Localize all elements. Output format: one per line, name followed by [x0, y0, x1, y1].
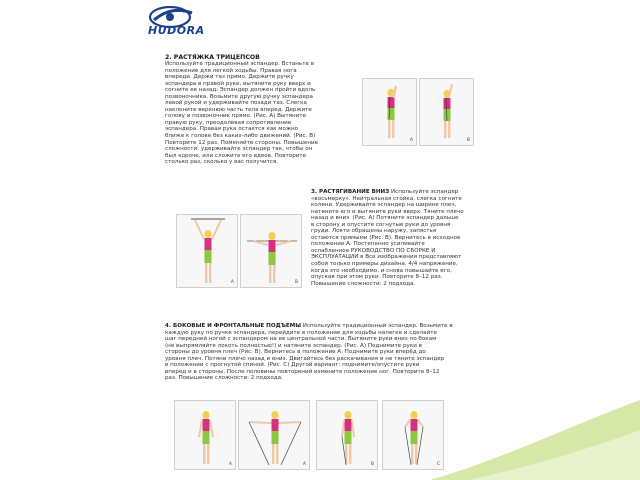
figure-label: A	[230, 280, 234, 285]
text-line: наклоните верхнюю часть тела вперед. Держите	[165, 106, 312, 113]
text-line: эспандера. Правая рука остается как можно	[165, 126, 299, 133]
figure-label: C	[436, 462, 440, 467]
text-line: левой рукой и удерживайте позади таз. Слегка	[165, 100, 307, 107]
exercise-photo	[176, 214, 238, 288]
text-line: опуская при этом руки. Повторите 8–12 раз.	[311, 274, 443, 281]
text-run: Используйте традиционный эспандер. Возьмите в	[301, 323, 453, 329]
figure-label: B	[370, 462, 374, 467]
figure-label: B	[466, 138, 470, 143]
text-line: (не выпрямляйте локоть полностью!) и натяните эспандер. (Рис. А) Поднимите руки в	[165, 342, 422, 349]
text-line: ЭКСПЛУАТАЦИИ в Все изображения представляют	[311, 254, 462, 261]
text-line	[165, 323, 495, 330]
section-body	[165, 61, 357, 166]
text-line: Используйте традиционный эспандер. Встаньте в	[165, 61, 314, 67]
text-line: положение для легкой ходьбы. Правая нога	[165, 67, 297, 74]
woman-figure	[177, 215, 238, 288]
section-title: 3. РАСТЯГИВАНИЕ ВНИЗ	[311, 189, 390, 195]
text-line: когда это необходимо, и снова повышайте его,	[311, 267, 452, 274]
section-body	[165, 323, 495, 382]
text-line: ближе к голове без каких-либо движений. (Рис. В)	[165, 133, 316, 140]
figure-label: A	[228, 462, 232, 467]
text-line: натяните его и вытяните руки вверх. Тяните плечо	[311, 208, 464, 215]
text-line: Повторите 12 раз. Поменяйте стороны. Повышение	[165, 139, 319, 146]
text-run: Используйте эспандер	[389, 189, 459, 195]
text-line: правую руку, преодолевая сопротивление	[165, 119, 292, 126]
brand-name: HUDORA	[148, 24, 205, 37]
text-line: Повышение сложности: 2 подхода.	[311, 280, 416, 287]
woman-figure	[420, 79, 474, 146]
text-line: в сторону и опустите согнутые руки до уровня	[311, 221, 451, 228]
text-line: вперед и в стороны. После половины повторений измените положение ног. Повторите 8–12	[165, 368, 440, 375]
text-line: колени. Удерживайте эспандер на ширине плеч,	[311, 202, 457, 209]
text-line: шаг передней ногой с эспандером на ее центральной части. Вытяните руки вниз по бокам	[165, 336, 437, 343]
text-line: раз. Повышение сложности: 2 подхода.	[165, 375, 283, 382]
text-line: «восьмерку». Нейтральная стойка, слегка согните	[311, 195, 462, 202]
exercise-photo	[419, 78, 474, 146]
text-line: каждую руку по ручке эспандера, перейдите в положение для ходьбы налегке и сделайте	[165, 329, 437, 336]
section-title: 2. РАСТЯЖКА ТРИЦЕПСОВ	[165, 54, 260, 61]
figure-label: A	[409, 138, 413, 143]
text-line: сложности: удерживайте эспандер так, чтобы он	[165, 146, 313, 153]
text-line: остаются прямыми (Рис. В). Вернитесь в исходное	[311, 234, 461, 241]
text-line: собой только примеры дизайна. 4/4 напряжение,	[311, 261, 458, 268]
exercise-photo	[240, 214, 302, 288]
section-pulldown	[311, 189, 490, 287]
decorative-wave	[0, 390, 640, 480]
text-line: эспандера в правой руке, вытяните руку вверх и	[165, 80, 311, 87]
text-line: голову и позвоночник прямо. (Рис. А) Вытяните	[165, 113, 307, 120]
section-title: 4. БОКОВЫЕ И ФРОНТАЛЬНЫЕ ПОДЪЕМЫ	[165, 323, 302, 329]
text-line: столько раз, сколько у вас получится.	[165, 159, 279, 166]
text-line: уровня плеч. Потяни плечо назад и вниз. Двигайтесь без раскачивания и не тяните эспандер	[165, 355, 445, 362]
figure-label: A	[302, 462, 306, 467]
text-line: был короче, или сложите его вдвое. Повторите	[165, 152, 307, 159]
text-line: в положении с прогнутой спиной. (Рис. С) Другой вариант: поднимите/опустите руки	[165, 362, 420, 369]
text-line: ослабленное РУКОВОДСТВО ПО СБОРКЕ И	[311, 247, 436, 254]
section-lateral-raises	[165, 323, 495, 382]
text-line: согните ее назад. Эспандер должен пройти вдоль	[165, 87, 316, 94]
text-line: положение А. Постепенно усиливайте	[311, 241, 425, 248]
section-triceps	[165, 54, 357, 166]
woman-figure	[363, 79, 417, 146]
text-line: впереди. Держи таз прямо. Держите ручку	[165, 74, 294, 81]
text-line: груди. Локти обращены наружу, запястья	[311, 228, 437, 235]
text-line: назад и вниз. (Рис. А) Потяните эспандер дальше	[311, 215, 459, 222]
text-line: позвоночника. Возьмите другую ручку эспандера	[165, 93, 313, 100]
exercise-photo	[362, 78, 417, 146]
figure-label: B	[294, 280, 298, 285]
text-line: стороны до уровня плеч (Рис. В). Вернитесь в положение А. Поднимите руки вперёд до	[165, 349, 426, 356]
section-body	[311, 189, 490, 287]
woman-figure	[241, 215, 302, 288]
